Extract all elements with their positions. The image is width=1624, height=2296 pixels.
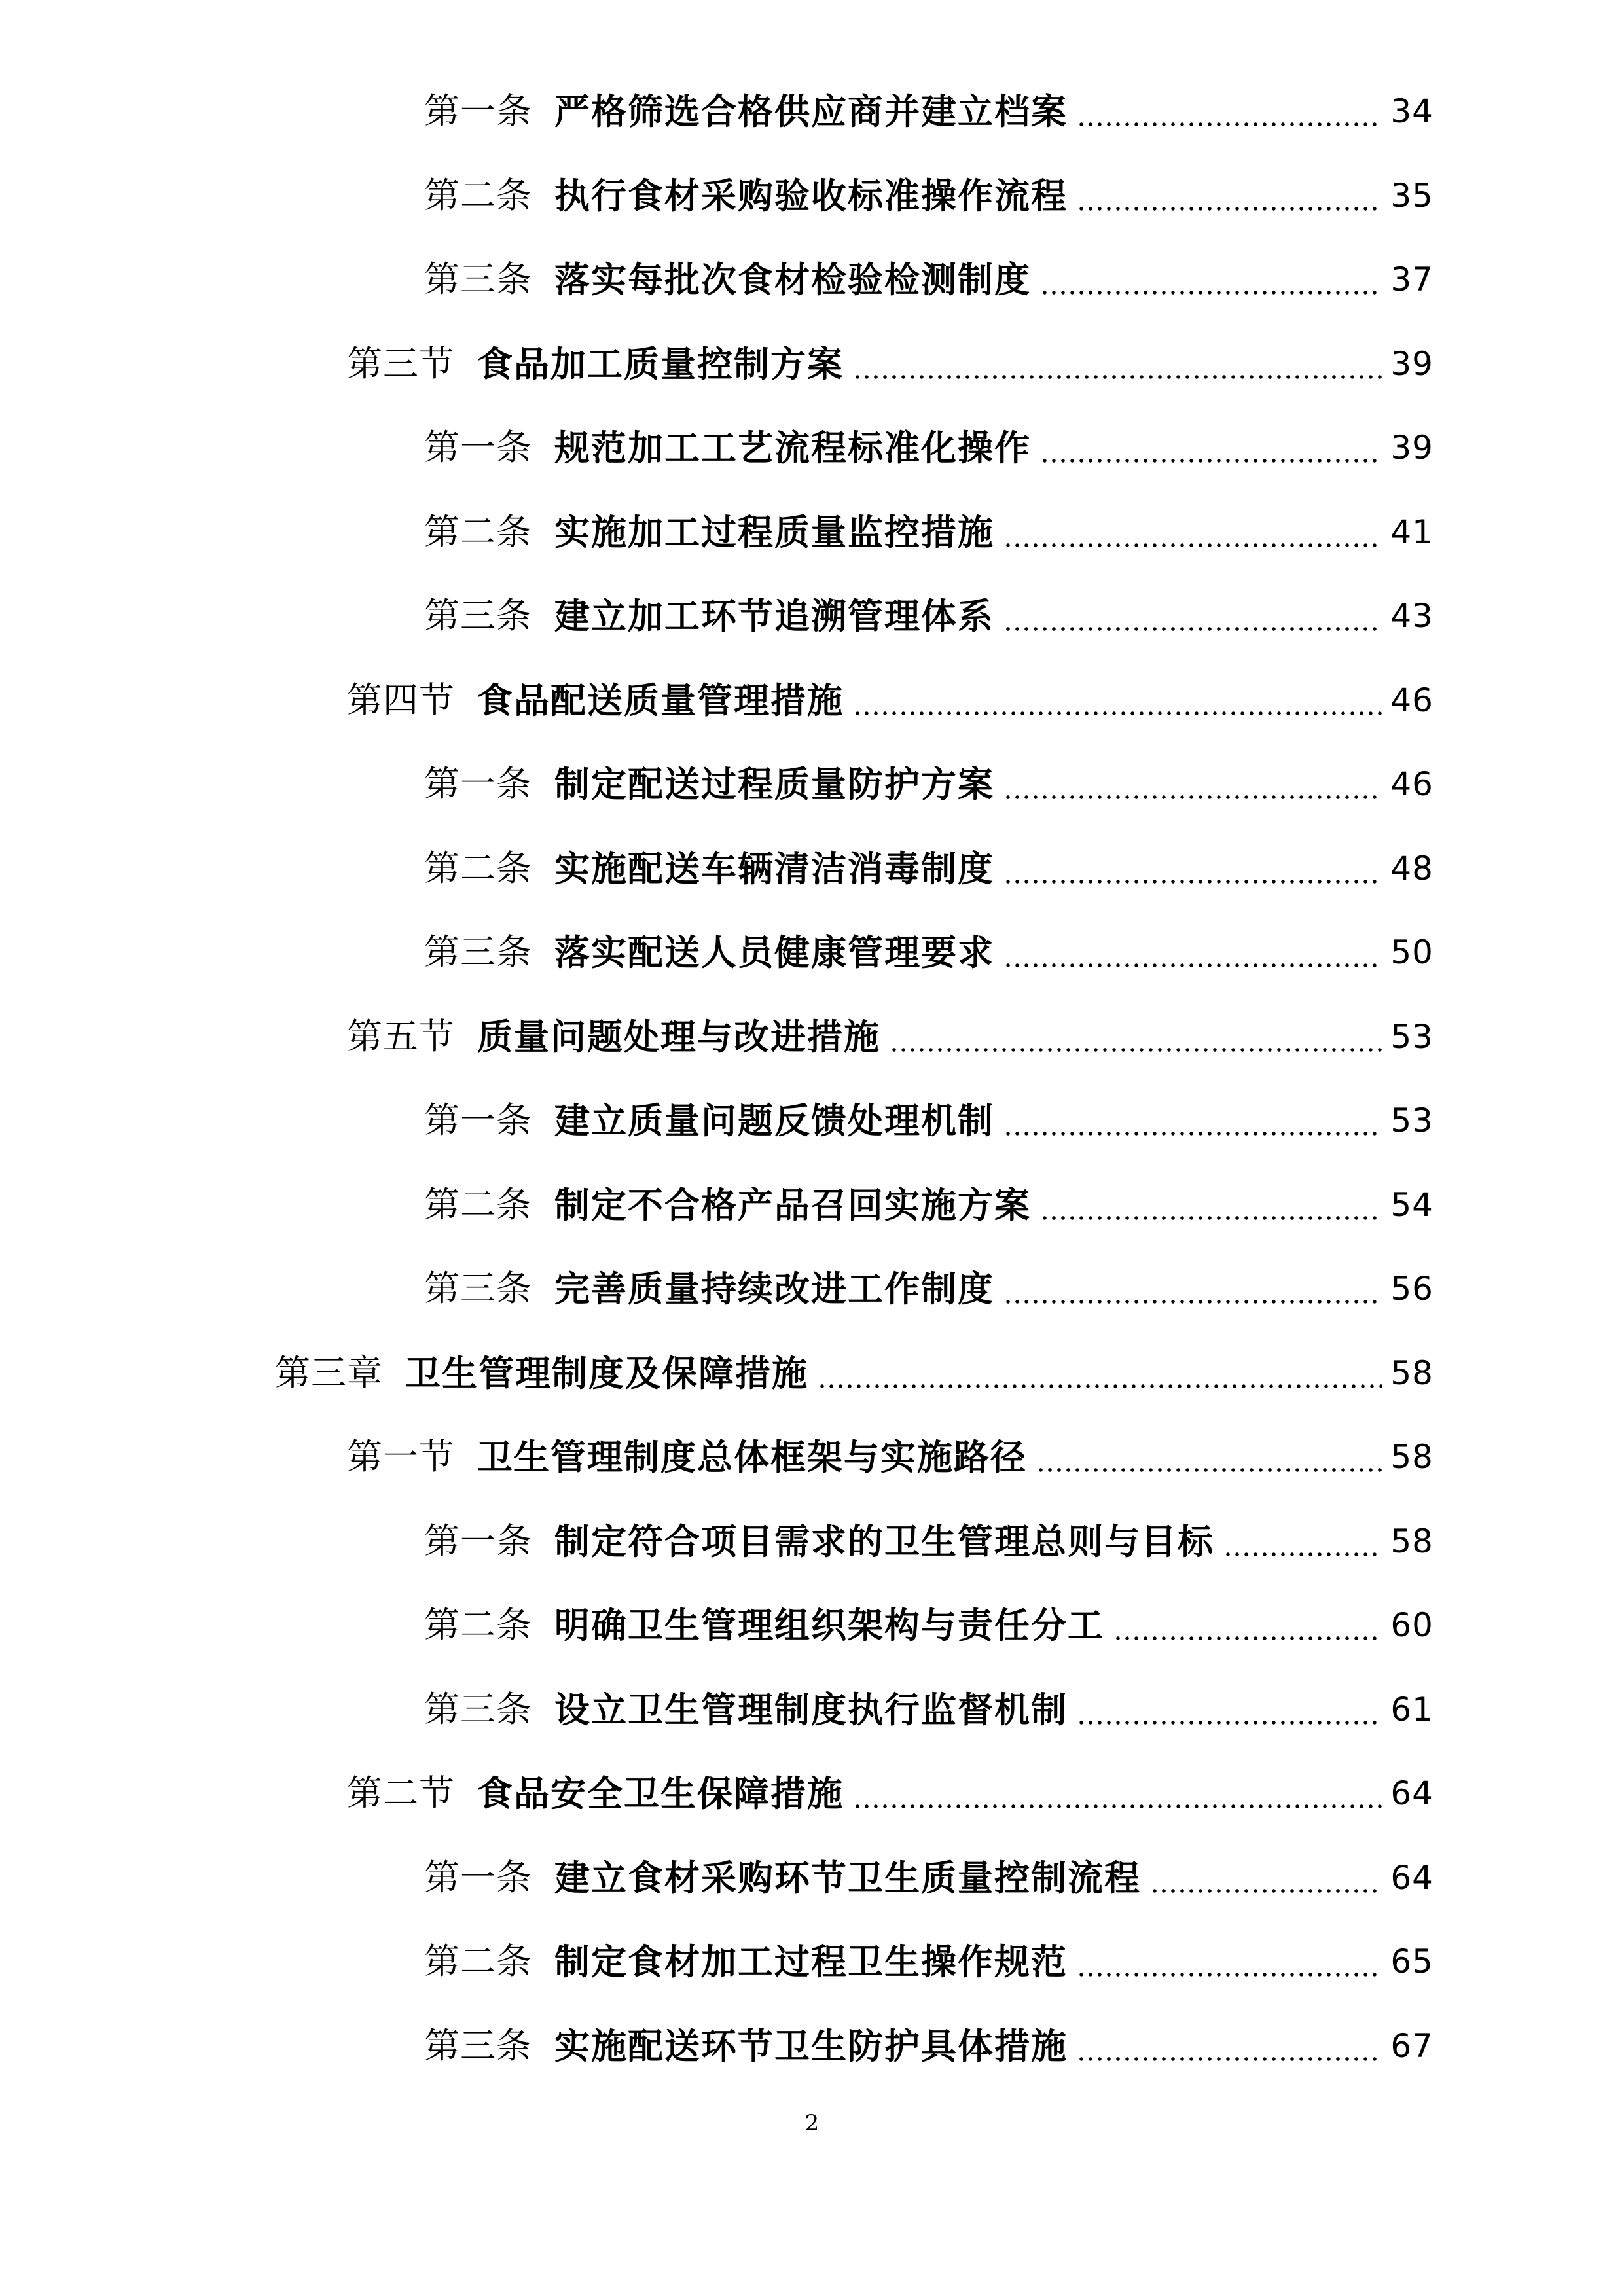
toc-entry-page-number: 53 (1390, 1102, 1434, 1139)
dot-leader (1003, 573, 1382, 658)
toc-entry-title: 食品加工质量控制方案 (477, 342, 844, 385)
dot-leader (1077, 2003, 1382, 2089)
dot-leader (1077, 69, 1382, 154)
toc-entry-prefix: 第二节 (347, 1772, 455, 1814)
toc-entry-prefix: 第三条 (424, 595, 532, 636)
toc-entry-title: 实施加工过程质量监控措施 (554, 511, 994, 553)
dot-leader (853, 1751, 1382, 1836)
toc-entry-title: 明确卫生管理组织架构与责任分工 (554, 1604, 1104, 1646)
toc-entry-title: 建立食材采购环节卫生质量控制流程 (554, 1856, 1141, 1899)
toc-entry-page-number: 56 (1390, 1270, 1434, 1308)
toc-entry-page-number: 67 (1390, 2026, 1434, 2065)
toc-entry-prefix: 第一条 (424, 90, 532, 132)
toc-entry-prefix: 第三章 (275, 1352, 383, 1393)
page-number: 2 (804, 2110, 820, 2136)
dot-leader (1077, 1667, 1382, 1752)
toc-entry-title: 规范加工工艺流程标准化操作 (554, 427, 1031, 469)
toc-entry-title: 完善质量持续改进工作制度 (554, 1268, 994, 1310)
toc-entry-prefix: 第一条 (424, 427, 532, 468)
dot-leader (1003, 826, 1382, 911)
toc-entry-article[interactable] (424, 153, 1434, 238)
toc-entry-article[interactable] (424, 490, 1434, 575)
toc-entry-page-number: 34 (1390, 92, 1434, 130)
toc-entry-article[interactable] (424, 1835, 1434, 1920)
toc-entry-prefix: 第二条 (424, 1604, 532, 1645)
toc-entry-page-number: 64 (1390, 1858, 1434, 1897)
toc-entry-title: 执行食材采购验收标准操作流程 (554, 174, 1068, 217)
toc-entry-page-number: 54 (1390, 1185, 1434, 1224)
toc-entry-article[interactable] (424, 1919, 1434, 2004)
toc-entry-prefix: 第一条 (424, 763, 532, 804)
toc-entry-title: 建立质量问题反馈处理机制 (554, 1100, 994, 1141)
dot-leader (1040, 405, 1382, 490)
toc-entry-title: 食品配送质量管理措施 (477, 679, 844, 721)
toc-entry-prefix: 第二条 (424, 511, 532, 552)
dot-leader (1003, 1078, 1382, 1163)
dot-leader (1077, 153, 1382, 238)
toc-entry-prefix: 第二条 (424, 174, 532, 216)
toc-entry-title: 落实配送人员健康管理要求 (554, 931, 994, 973)
toc-entry-page-number: 48 (1390, 849, 1434, 888)
dot-leader (1150, 1835, 1382, 1920)
dot-leader (818, 1331, 1382, 1416)
toc-entry-prefix: 第二条 (424, 1183, 532, 1225)
toc-entry-page-number: 46 (1390, 765, 1434, 803)
toc-entry-page-number: 35 (1390, 176, 1434, 215)
dot-leader (890, 994, 1382, 1079)
toc-entry-page-number: 37 (1390, 260, 1434, 298)
toc-entry-section[interactable] (347, 321, 1434, 406)
toc-entry-prefix: 第二条 (424, 847, 532, 889)
toc-entry-page-number: 39 (1390, 344, 1434, 383)
toc-entry-page-number: 43 (1390, 597, 1434, 635)
toc-entry-title: 卫生管理制度及保障措施 (405, 1352, 808, 1394)
toc-entry-article[interactable] (424, 742, 1434, 827)
toc-entry-article[interactable] (424, 573, 1434, 658)
toc-entry-chapter[interactable] (275, 1331, 1434, 1416)
dot-leader (1040, 237, 1382, 322)
toc-entry-article[interactable] (424, 1246, 1434, 1331)
dot-leader (1003, 742, 1382, 827)
toc-entry-title: 实施配送车辆清洁消毒制度 (554, 847, 994, 889)
toc-entry-title: 建立加工环节追溯管理体系 (554, 595, 994, 637)
toc-entry-article[interactable] (424, 405, 1434, 490)
toc-entry-page-number: 58 (1390, 1522, 1434, 1560)
toc-entry-article[interactable] (424, 1583, 1434, 1668)
toc-entry-page-number: 64 (1390, 1774, 1434, 1812)
toc-entry-prefix: 第三条 (424, 1268, 532, 1309)
toc-entry-title: 制定不合格产品召回实施方案 (554, 1183, 1031, 1226)
toc-entry-prefix: 第三条 (424, 259, 532, 300)
toc-entry-page-number: 39 (1390, 429, 1434, 467)
toc-entry-article[interactable] (424, 826, 1434, 911)
toc-entry-prefix: 第一条 (424, 1100, 532, 1141)
dot-leader (1040, 1162, 1382, 1247)
toc-entry-page-number: 60 (1390, 1606, 1434, 1644)
toc-entry-prefix: 第一节 (347, 1436, 455, 1477)
toc-entry-prefix: 第三条 (424, 931, 532, 973)
toc-entry-article[interactable] (424, 2003, 1434, 2089)
toc-entry-section[interactable] (347, 994, 1434, 1079)
toc-entry-title: 制定符合项目需求的卫生管理总则与目标 (554, 1520, 1214, 1562)
dot-leader (1003, 490, 1382, 575)
toc-entry-title: 制定配送过程质量防护方案 (554, 763, 994, 805)
toc-entry-section[interactable] (347, 658, 1434, 743)
dot-leader (1036, 1414, 1382, 1499)
toc-entry-page-number: 50 (1390, 933, 1434, 971)
toc-entry-title: 严格筛选合格供应商并建立档案 (554, 90, 1068, 132)
toc-entry-prefix: 第三条 (424, 1688, 532, 1730)
dot-leader (1223, 1499, 1382, 1584)
toc-entry-page-number: 65 (1390, 1943, 1434, 1981)
toc-entry-article[interactable] (424, 1499, 1434, 1584)
toc-entry-title: 质量问题处理与改进措施 (477, 1015, 880, 1058)
dot-leader (853, 321, 1382, 406)
toc-entry-prefix: 第三条 (424, 2024, 532, 2066)
toc-entry-prefix: 第一条 (424, 1856, 532, 1898)
toc-entry-title: 设立卫生管理制度执行监督机制 (554, 1688, 1068, 1731)
toc-entry-prefix: 第一条 (424, 1520, 532, 1562)
toc-entry-title: 实施配送环节卫生防护具体措施 (554, 2024, 1068, 2067)
toc-entry-page-number: 61 (1390, 1690, 1434, 1729)
toc-entry-page-number: 46 (1390, 681, 1434, 719)
toc-entry-prefix: 第四节 (347, 679, 455, 721)
toc-entry-article[interactable] (424, 1667, 1434, 1752)
toc-entry-page-number: 53 (1390, 1017, 1434, 1056)
toc-entry-page-number: 58 (1390, 1354, 1434, 1392)
dot-leader (1113, 1583, 1382, 1668)
toc-entry-article[interactable] (424, 237, 1434, 322)
toc-entry-title: 制定食材加工过程卫生操作规范 (554, 1941, 1068, 1982)
dot-leader (1003, 1246, 1382, 1331)
toc-entry-prefix: 第五节 (347, 1015, 455, 1057)
toc-entry-page-number: 58 (1390, 1438, 1434, 1476)
toc-entry-article[interactable] (424, 69, 1434, 154)
toc-entry-prefix: 第三节 (347, 342, 455, 384)
dot-leader (1003, 910, 1382, 995)
toc-entry-prefix: 第二条 (424, 1941, 532, 1982)
toc-entry-title: 落实每批次食材检验检测制度 (554, 259, 1031, 300)
toc-entry-title: 食品安全卫生保障措施 (477, 1772, 844, 1814)
dot-leader (1077, 1919, 1382, 2004)
toc-entry-section[interactable] (347, 1414, 1434, 1499)
toc-entry-page-number: 41 (1390, 512, 1434, 551)
toc-entry-article[interactable] (424, 1162, 1434, 1247)
dot-leader (853, 658, 1382, 743)
toc-entry-title: 卫生管理制度总体框架与实施路径 (477, 1436, 1027, 1478)
toc-entry-section[interactable] (347, 1751, 1434, 1836)
toc-entry-article[interactable] (424, 1078, 1434, 1163)
toc-entry-article[interactable] (424, 910, 1434, 995)
